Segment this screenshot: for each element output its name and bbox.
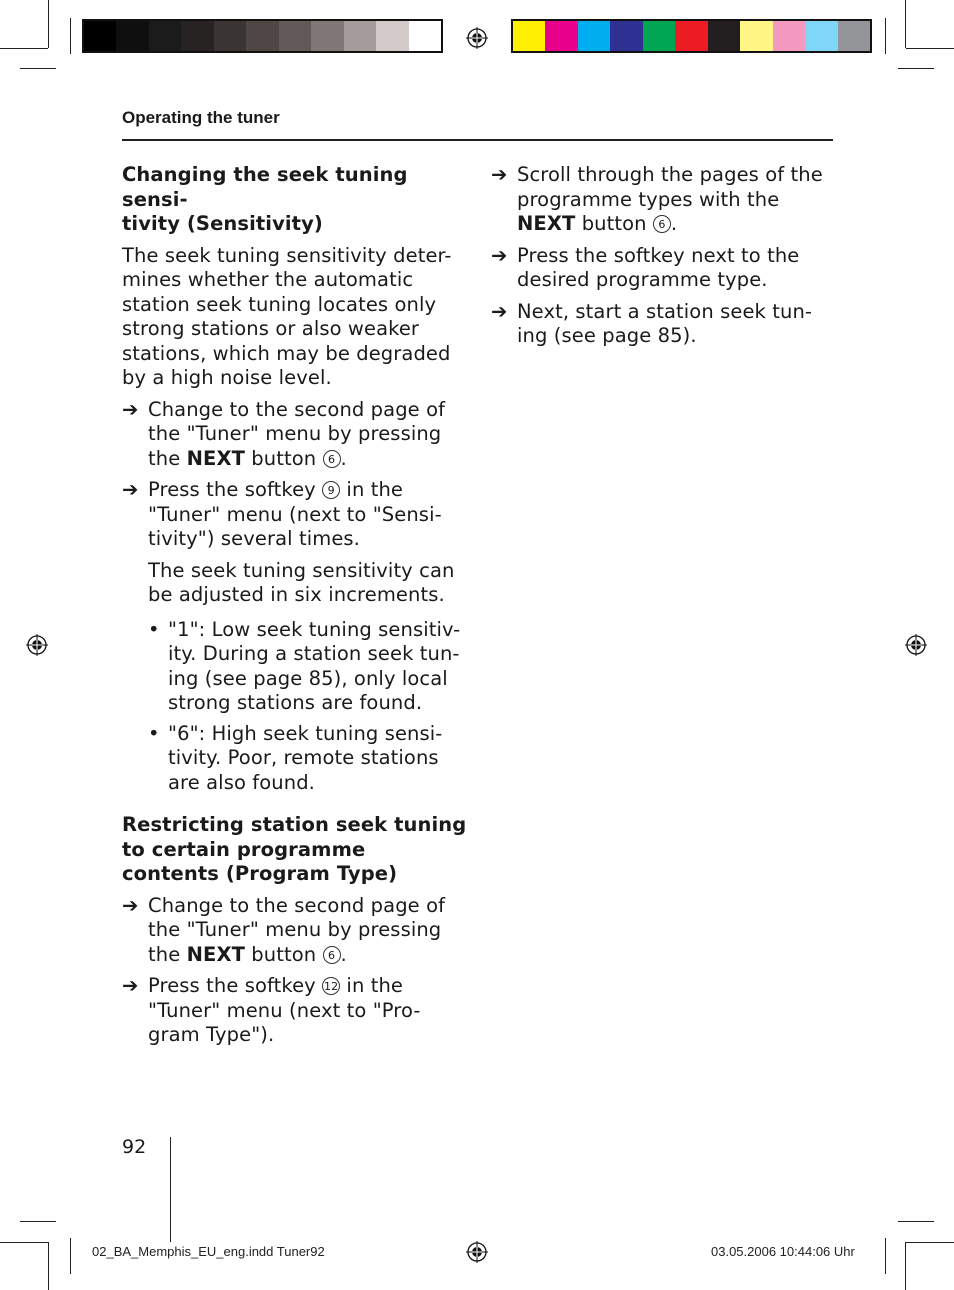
crop-mark [905, 1242, 906, 1290]
color-swatch [578, 21, 610, 51]
grayscale-calibration-bar [82, 19, 443, 53]
list-item-text: "6": High seek tuning sensi-tivity. Poor, remote stations are also found. [168, 721, 443, 794]
color-swatch [376, 21, 408, 51]
crop-mark [905, 0, 906, 48]
color-swatch [610, 21, 642, 51]
instruction-step [491, 300, 831, 349]
bullet-icon: • [148, 617, 160, 641]
color-swatch [149, 21, 181, 51]
right-column [491, 163, 831, 356]
page-number: 92 [122, 1136, 147, 1158]
step-text: Press the softkey [148, 478, 323, 501]
crop-mark [20, 68, 56, 69]
step-text: button [575, 212, 653, 235]
softkey-number-badge: 12 [322, 977, 340, 995]
color-swatch [513, 21, 545, 51]
step-text: Press the softkey [148, 974, 323, 997]
crop-mark [70, 18, 71, 54]
instruction-step [491, 244, 831, 293]
crop-mark [70, 1238, 71, 1274]
softkey-number-badge: 9 [322, 481, 340, 499]
step-text: button [245, 446, 323, 470]
header-rule [122, 139, 833, 141]
next-label: NEXT [517, 212, 576, 235]
running-header: Operating the tuner [122, 108, 280, 127]
next-label: NEXT [186, 942, 245, 966]
arrow-icon: ➔ [122, 478, 139, 501]
crop-mark [906, 48, 954, 49]
arrow-icon: ➔ [491, 243, 508, 267]
instruction-step [491, 163, 831, 237]
heading-line: tivity (Sensitivity) [122, 212, 323, 235]
color-calibration-bar [511, 19, 872, 53]
color-swatch [773, 21, 805, 51]
color-swatch [279, 21, 311, 51]
arrow-icon: ➔ [122, 397, 139, 421]
color-swatch [805, 21, 837, 51]
arrow-icon: ➔ [122, 893, 139, 917]
color-swatch [344, 21, 376, 51]
step-text: Next, start a station seek tun-ing (see page 85). [517, 299, 813, 347]
color-swatch [311, 21, 343, 51]
crop-mark [48, 0, 49, 48]
arrow-icon: ➔ [491, 163, 508, 186]
next-label: NEXT [186, 446, 245, 470]
registration-mark-icon [466, 27, 488, 49]
crop-mark [906, 1242, 954, 1243]
list-item [122, 618, 467, 716]
color-swatch [246, 21, 278, 51]
color-swatch [740, 21, 772, 51]
instruction-step [122, 974, 467, 1048]
color-swatch [708, 21, 740, 51]
step-text: in the "Tuner" menu (next to "Sensi-tivity") several times. [148, 478, 442, 550]
section-heading-sensitivity [122, 163, 467, 237]
instruction-step [122, 478, 467, 552]
color-swatch [643, 21, 675, 51]
crop-mark [0, 1242, 48, 1243]
step-text: Change to the second page of the "Tuner" menu by pressing the [148, 397, 446, 470]
button-number-badge: 6 [653, 215, 671, 233]
color-swatch [545, 21, 577, 51]
color-swatch [181, 21, 213, 51]
arrow-icon: ➔ [122, 974, 139, 997]
bullet-icon: • [148, 721, 160, 745]
list-item [122, 722, 467, 796]
intro-paragraph: The seek tuning sensitivity deter-mines whether the automatic station seek tuning locates only strong stations or also weaker stations, which may be degraded by a high noise level. [122, 243, 452, 389]
footer-timestamp: 03.05.2006 10:44:06 Uhr [711, 1244, 855, 1259]
step-text: button [245, 942, 323, 966]
footer-file-info: 02_BA_Memphis_EU_eng.indd Tuner92 [92, 1244, 325, 1259]
color-swatch [84, 21, 116, 51]
button-number-badge: 6 [323, 946, 341, 964]
crop-mark [885, 1238, 886, 1274]
instruction-step [122, 398, 467, 472]
heading-line: Changing the seek tuning sensi- [122, 163, 408, 211]
step-text: in the "Tuner" menu (next to "Pro-gram Type"). [148, 974, 421, 1046]
list-item-text: "1": Low seek tuning sensitiv-ity. During a station seek tun-ing (see page 85), only local strong stations are found. [168, 617, 461, 714]
step-text: . [340, 446, 347, 470]
gutter-line [170, 1137, 171, 1242]
crop-mark [898, 1221, 934, 1222]
registration-mark-icon [26, 634, 48, 656]
registration-mark-icon [466, 1241, 488, 1263]
spacer [122, 801, 467, 813]
step-text: Press the softkey next to the desired programme type. [517, 243, 800, 291]
color-swatch [409, 21, 441, 51]
step-text: Scroll through the pages of the programme types with the [517, 163, 823, 211]
step-text: Change to the second page of the "Tuner" menu by pressing the [148, 893, 446, 966]
crop-mark [898, 68, 934, 69]
button-number-badge: 6 [323, 450, 341, 468]
crop-mark [48, 1242, 49, 1290]
color-swatch [838, 21, 870, 51]
step-text: . [340, 942, 347, 966]
color-swatch [116, 21, 148, 51]
color-swatch [675, 21, 707, 51]
instruction-step [122, 894, 467, 968]
crop-mark [20, 1221, 56, 1222]
section-heading-program-type: Restricting station seek tuning to certain programme contents (Program Type) [122, 813, 467, 885]
color-swatch [214, 21, 246, 51]
step-text: . [670, 212, 678, 235]
left-column [122, 163, 467, 1055]
note-paragraph: The seek tuning sensitivity can be adjusted in six increments. [148, 558, 455, 606]
registration-mark-icon [905, 634, 927, 656]
crop-mark [0, 48, 48, 49]
crop-mark [885, 18, 886, 54]
arrow-icon: ➔ [491, 299, 508, 323]
